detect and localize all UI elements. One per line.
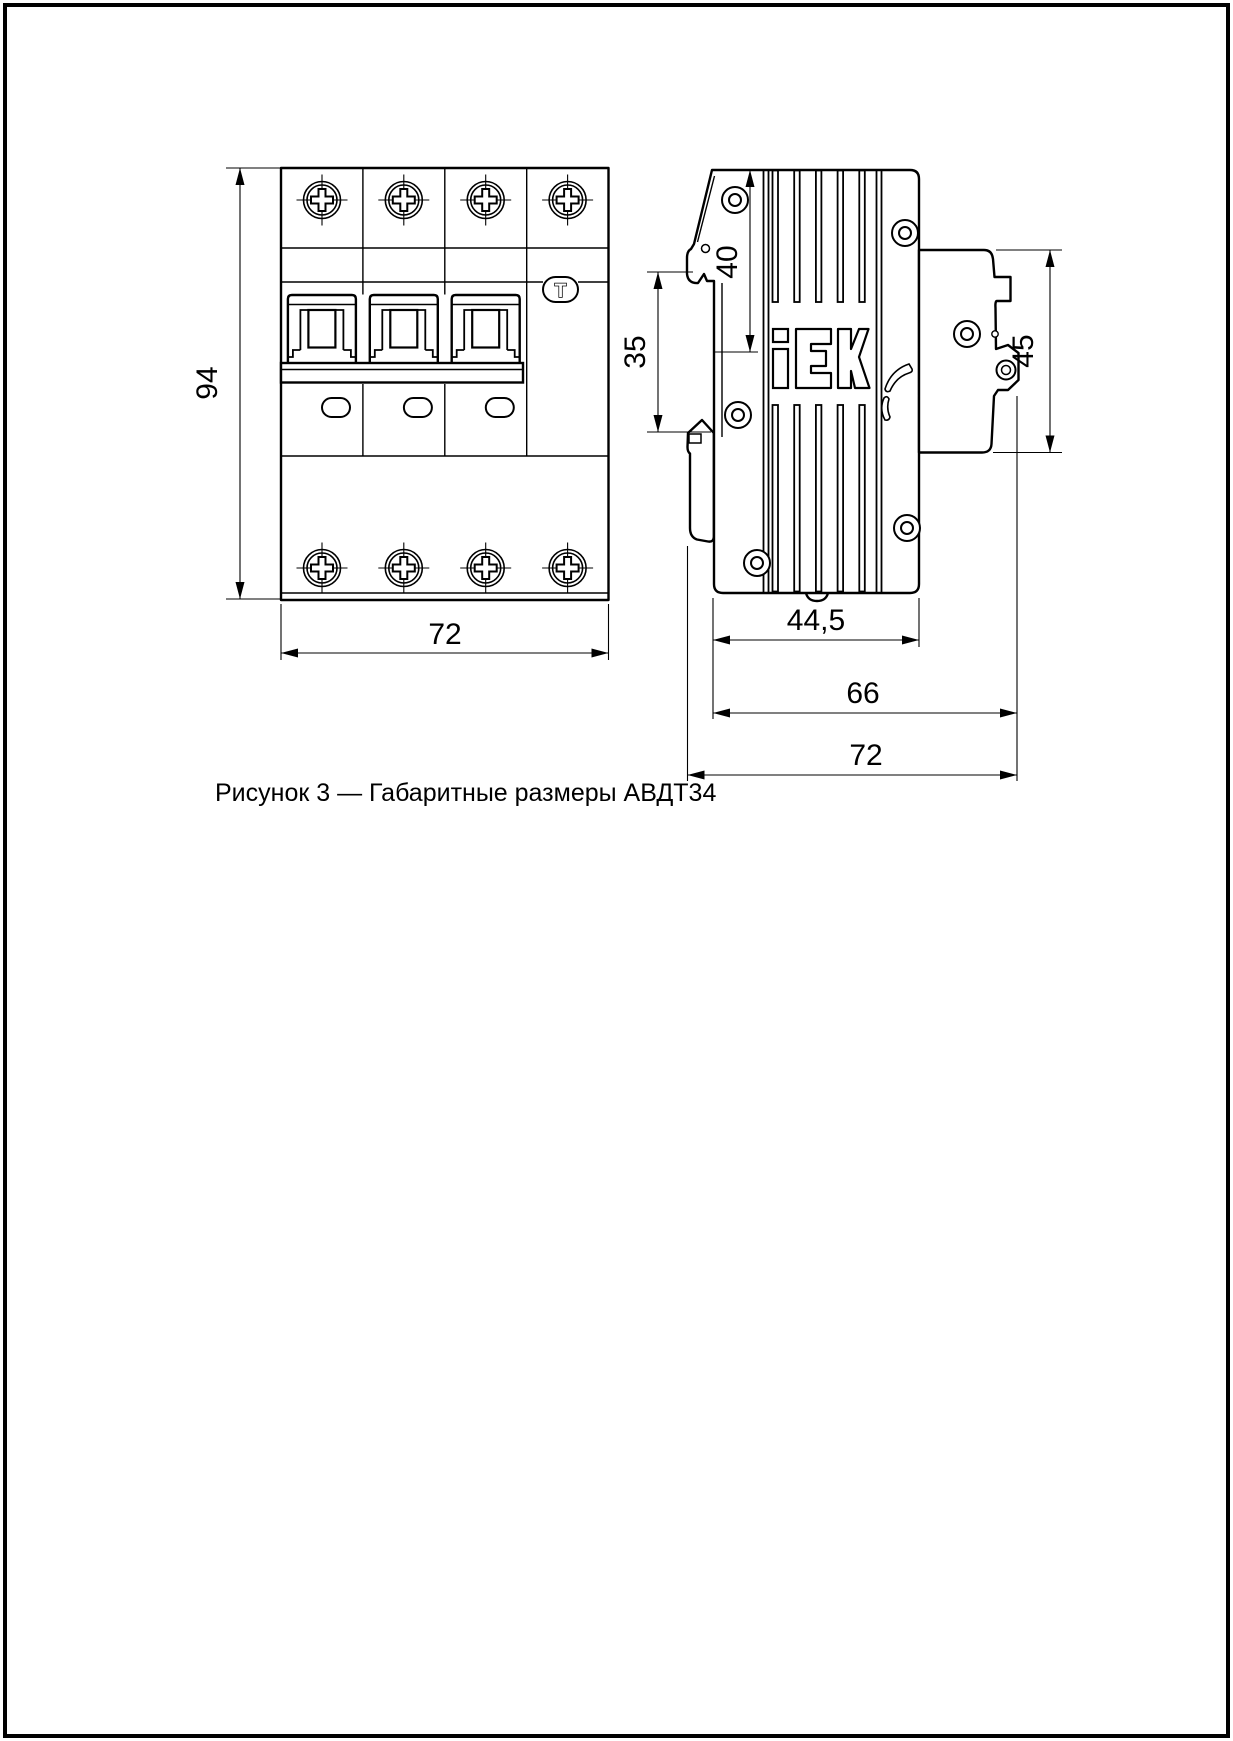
toggle-lever <box>288 295 356 363</box>
dim-side-72-label: 72 <box>849 739 883 772</box>
din-clip <box>688 420 714 542</box>
indicator-window <box>404 398 432 417</box>
test-button <box>543 277 578 302</box>
rivet-icon <box>954 321 980 347</box>
indicator-window <box>322 398 350 417</box>
toggle-levers <box>281 295 523 383</box>
rivet-icon <box>892 220 918 246</box>
indicator-window <box>486 398 514 417</box>
dim-side-45-label: 45 <box>1007 334 1040 368</box>
rivet-icon <box>722 187 748 213</box>
terminal-pin-hole <box>992 331 998 337</box>
dim-front-width-label: 72 <box>428 618 462 651</box>
dim-side-44-5-label: 44,5 <box>786 604 846 637</box>
dim-side-40-label: 40 <box>711 245 744 279</box>
rivet-icon <box>725 402 751 428</box>
test-button-label: T <box>554 281 567 302</box>
figure-caption: Рисунок 3 — Габаритные размеры АВДТ34 <box>215 779 717 807</box>
dim-front-height-label: 94 <box>191 366 224 400</box>
dim-side-66-label: 66 <box>846 677 880 710</box>
rivet-icon <box>894 515 920 541</box>
dim-side-35-label: 35 <box>619 335 652 369</box>
rivet-icon <box>744 550 770 576</box>
toggle-lever <box>452 295 520 363</box>
claw-hole <box>702 245 710 253</box>
toggle-bar <box>281 363 523 383</box>
toggle-lever <box>370 295 438 363</box>
iek-logo-icon <box>773 329 870 388</box>
